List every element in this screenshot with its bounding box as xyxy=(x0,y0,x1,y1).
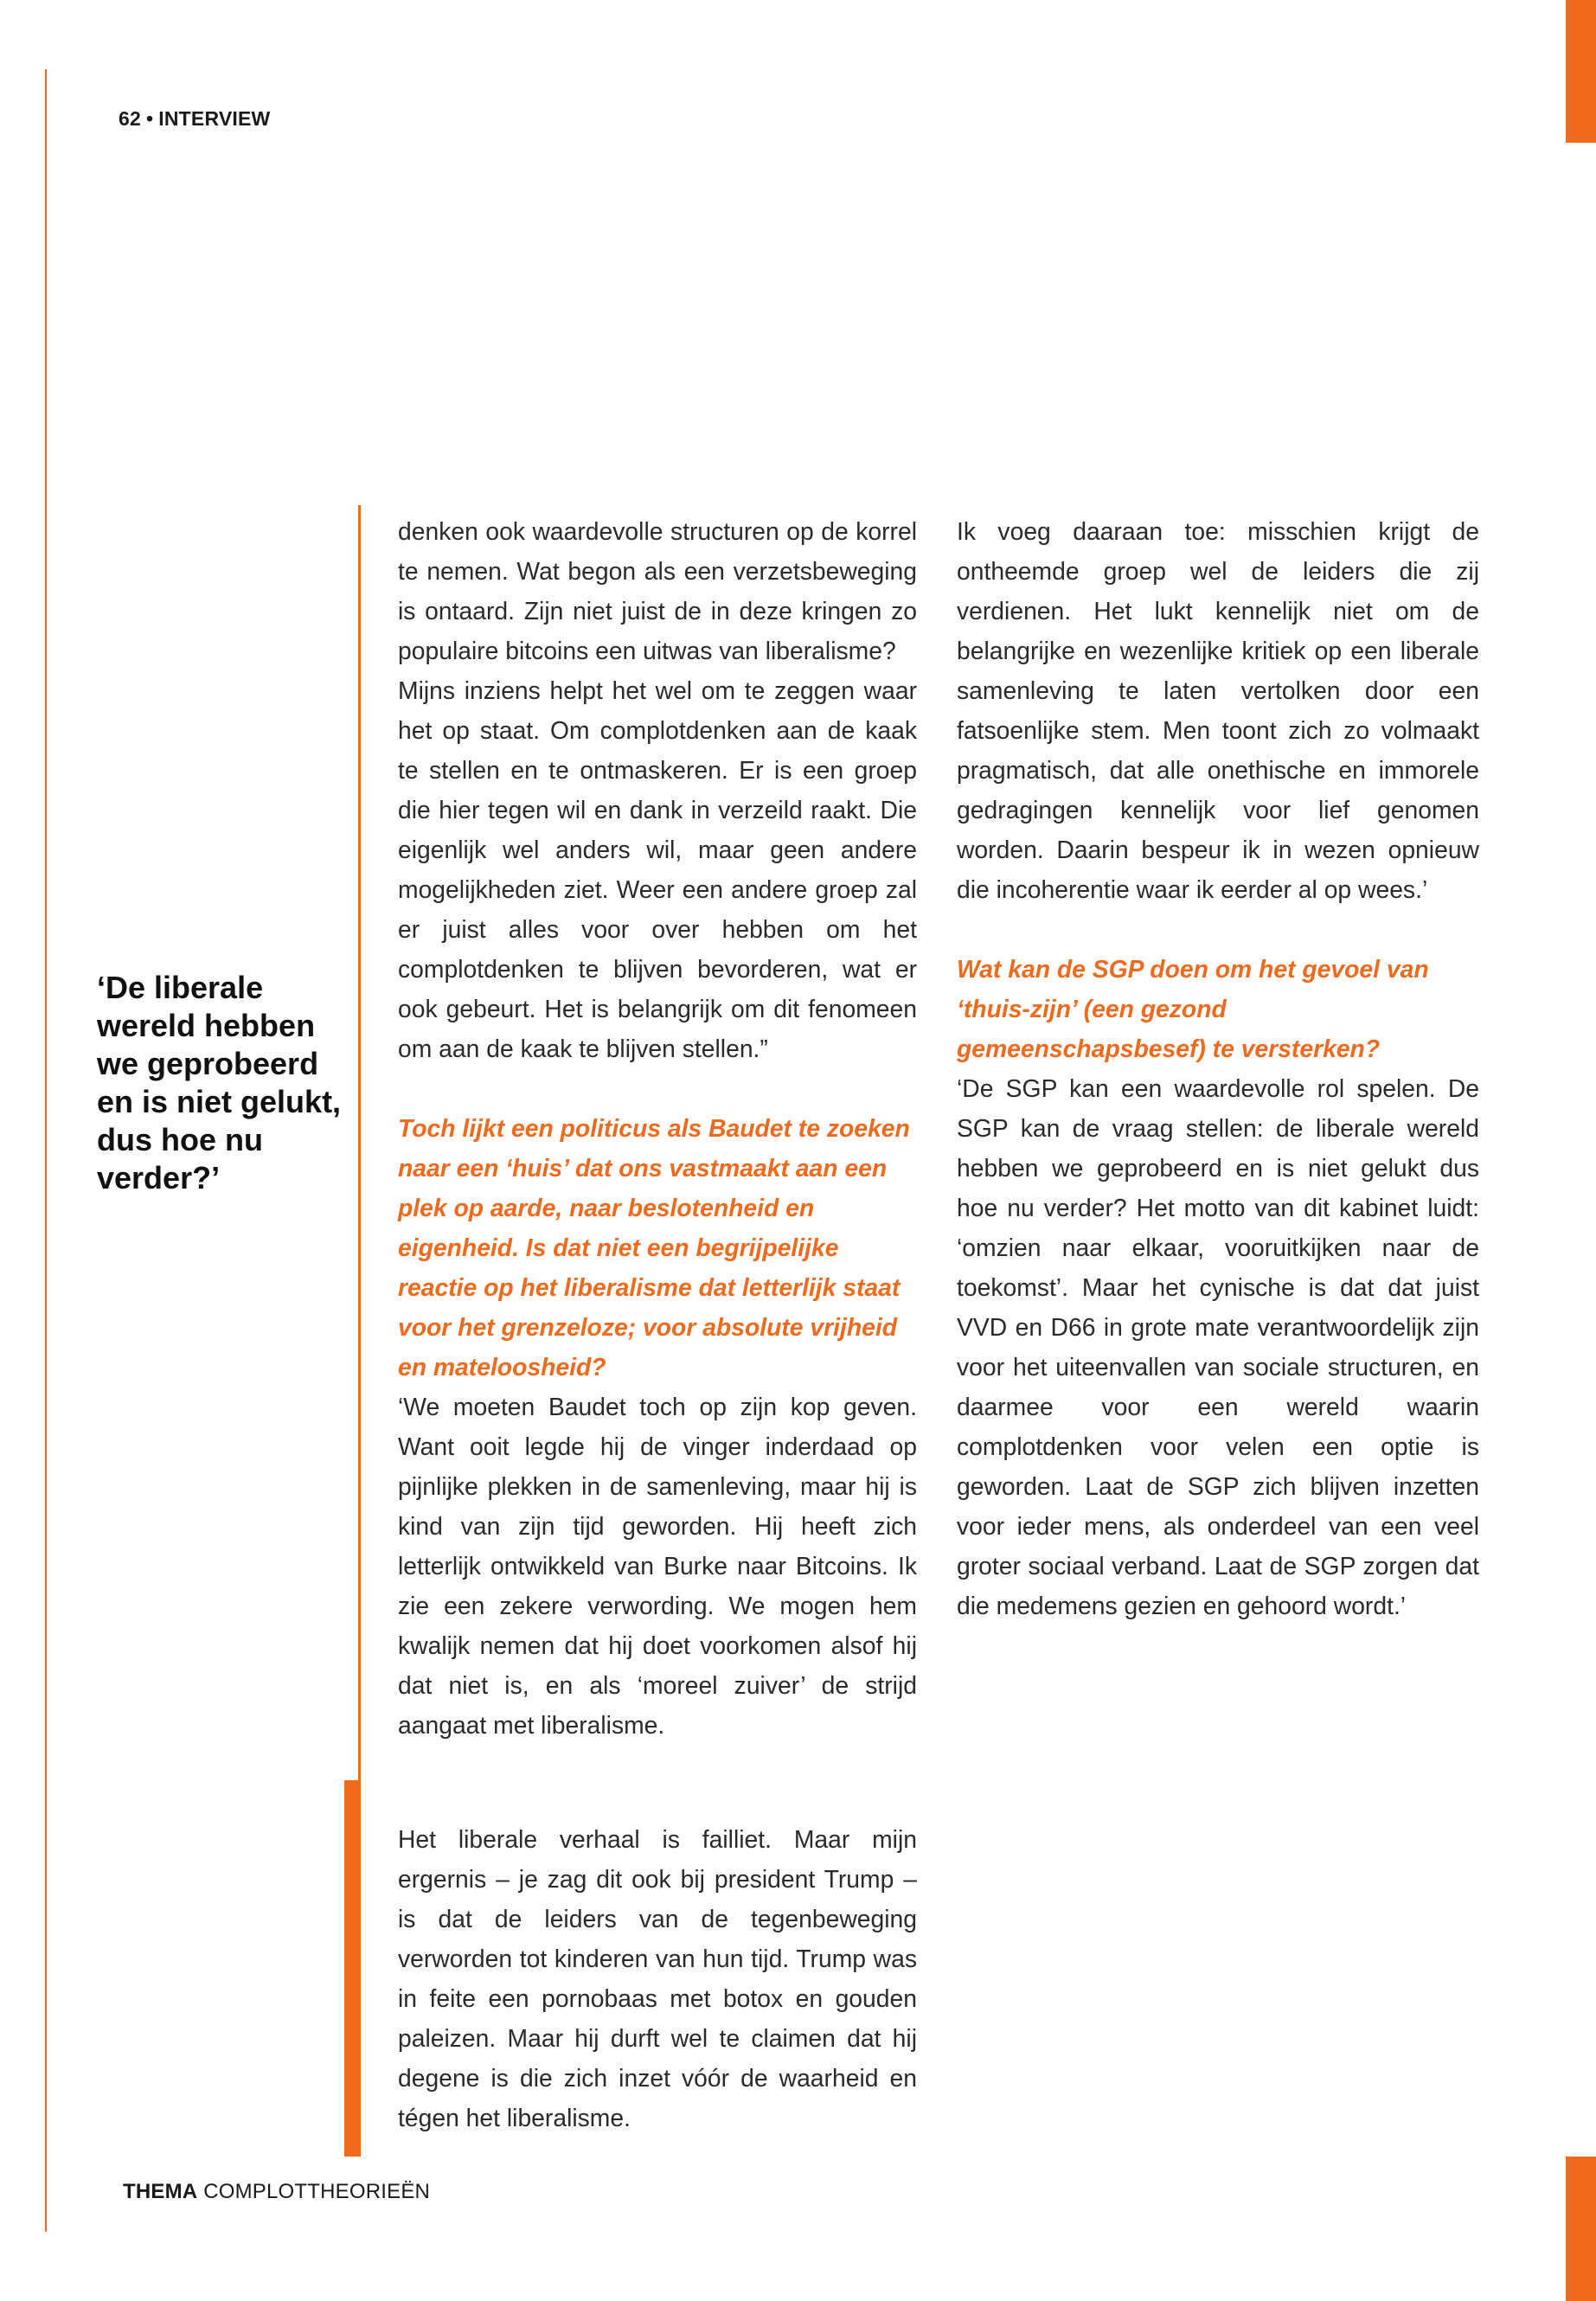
article-column-1 xyxy=(398,511,917,1745)
column1-paragraph-4: Het liberale verhaal is failliet. Maar mijn ergernis – je zag dit ook bij president Trump – is dat de leiders van de tegenbeweging verworden tot kinderen van hun tijd. Trump was in feite een pornobaas met botox en gouden paleizen. Maar hij durft wel te claimen dat hij degene is die zich inzet vóór de waarheid en tégen het liberalisme. xyxy=(398,1825,917,2131)
section-title: INTERVIEW xyxy=(158,107,271,130)
column1-paragraph-1: denken ook waardevolle structuren op de korrel te nemen. Wat begon als een verzetsbeweging is ontaard. Zijn niet juist de in deze kringen zo populaire bitcoins een uitwas van liberalisme? xyxy=(398,517,917,664)
article-column-1-continued xyxy=(398,1819,917,2138)
footer-topic: COMPLOTTHEORIEËN xyxy=(203,2180,431,2203)
interview-question-1: Toch lijkt een politicus als Baudet te zoeken naar een ‘huis’ dat ons vastmaakt aan een plek op aarde, naar beslotenheid en eigenheid. Is dat niet een begrijpelijke reactie op het liberalisme dat letterlijk staat voor het grenzeloze; voor absolute vrijheid en mateloosheid? xyxy=(398,1114,910,1381)
column-accent-bar xyxy=(344,1780,361,2157)
header-separator: • xyxy=(145,107,154,130)
column1-paragraph-2: Mijns inziens helpt het wel om te zeggen waar het op staat. Om complotdenken aan de kaak te stellen en te ontmaskeren. Er is een groep die hier tegen wil en dank in verzeild raakt. Die eigenlijk wel anders wil, maar geen andere mogelijkheden ziet. Weer een andere groep zal er juist alles voor over hebben om het complotdenken te blijven bevorderen, wat er ook gebeurt. Het is belangrijk om dit fenomeen om aan de kaak te blijven stellen.” xyxy=(398,676,917,1062)
page-header xyxy=(119,107,270,131)
interview-question-2: Wat kan de SGP doen om het gevoel van ‘thuis-zijn’ (een gezond gemeenschapsbesef) te versterken? xyxy=(957,955,1429,1062)
article-column-2 xyxy=(957,511,1479,1625)
column2-paragraph-2: ‘De SGP kan een waardevolle rol spelen. De SGP kan de vraag stellen: de liberale wereld hebben we geprobeerd en is niet gelukt dus hoe nu verder? Het motto van dit kabinet luidt: ‘omzien naar elkaar, vooruitkijken naar de toekomst’. Maar het cynische is dat dat juist VVD en D66 in grote mate verantwoordelijk zijn voor het uiteenvallen van sociale structuren, en daarmee voor een wereld waarin complotdenken voor velen een optie is geworden. Laat de SGP zich blijven inzetten voor ieder mens, als onderdeel van een veel groter sociaal verband. Laat de SGP zorgen dat die medemens gezien en gehoord wordt.’ xyxy=(957,1074,1479,1619)
column1-paragraph-3: ‘We moeten Baudet toch op zijn kop geven. Want ooit legde hij de vinger inderdaad op pijnlijke plekken in de samenleving, maar hij is kind van zijn tijd geworden. Hij heeft zich letterlijk ontwikkeld van Burke naar Bitcoins. Ik zie een zekere verwording. We mogen hem kwalijk nemen dat hij doet voorkomen alsof hij dat niet is, en als ‘moreel zuiver’ de strijd aangaat met liberalisme. xyxy=(398,1393,917,1739)
pull-quote: ‘De liberale wereld hebben we geprobeerd en is niet gelukt, dus hoe nu verder?’ xyxy=(97,970,342,1195)
page-footer xyxy=(123,2180,430,2204)
left-margin-rule xyxy=(45,69,47,2232)
bottom-edge-tab xyxy=(1566,2157,1596,2301)
column-divider-rule xyxy=(358,505,361,1781)
column2-paragraph-1: Ik voeg daaraan toe: misschien krijgt de ontheemde groep wel de leiders die zij verdienen. Het lukt kennelijk niet om de belangrijke en wezenlijke kritiek op een liberale samenleving te laten vertolken door een fatsoenlijke stem. Men toont zich zo volmaakt pragmatisch, dat alle onethische en immorele gedragingen kennelijk voor lief genomen worden. Daarin bespeur ik in wezen opnieuw die incoherentie waar ik eerder al op wees.’ xyxy=(957,517,1479,903)
top-edge-tab xyxy=(1566,0,1596,143)
footer-brand: THEMA xyxy=(123,2180,198,2203)
page-number: 62 xyxy=(119,107,141,130)
